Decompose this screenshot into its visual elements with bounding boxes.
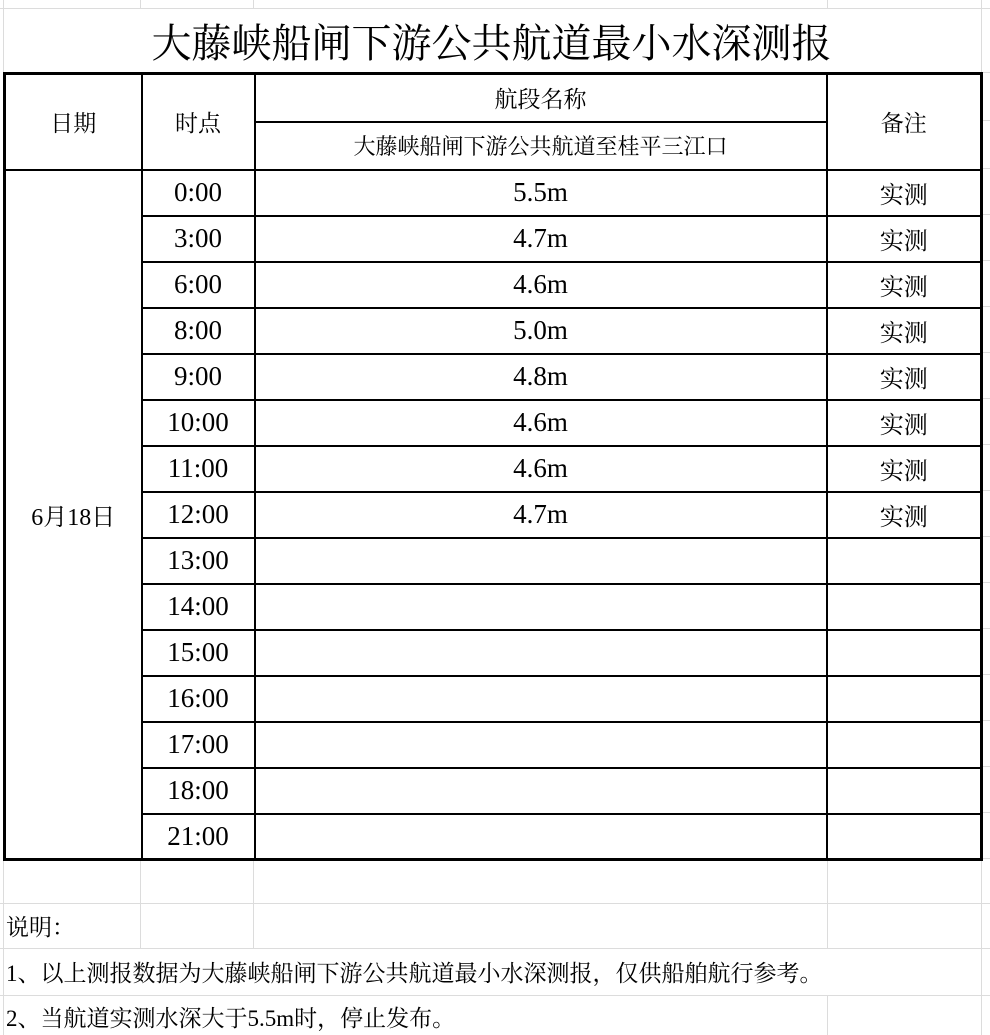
depth-cell[interactable] <box>255 722 827 768</box>
depth-cell[interactable]: 4.7m <box>255 216 827 262</box>
remark-cell[interactable] <box>827 814 982 860</box>
segment-name-cell[interactable]: 大藤峡船闸下游公共航道至桂平三江口 <box>255 122 827 170</box>
gridline <box>982 720 990 721</box>
depth-cell[interactable]: 4.6m <box>255 446 827 492</box>
table-row <box>5 400 982 446</box>
table-header <box>5 74 982 170</box>
remark-cell[interactable] <box>827 676 982 722</box>
table-row <box>5 170 982 216</box>
table-row <box>5 354 982 400</box>
time-cell[interactable]: 17:00 <box>142 722 255 768</box>
table-row <box>5 262 982 308</box>
gridline <box>982 352 990 353</box>
page-title[interactable]: 大藤峡船闸下游公共航道最小水深测报 <box>151 21 832 66</box>
remark-cell[interactable]: 实测 <box>827 308 982 354</box>
depth-cell[interactable]: 5.5m <box>255 170 827 216</box>
remark-cell[interactable]: 实测 <box>827 354 982 400</box>
remark-cell[interactable] <box>827 630 982 676</box>
remark-cell[interactable]: 实测 <box>827 170 982 216</box>
header-row-1 <box>5 74 982 122</box>
date-cell[interactable]: 6月18日 <box>5 170 142 860</box>
table-body <box>5 170 982 860</box>
time-cell[interactable]: 13:00 <box>142 538 255 584</box>
table-row <box>5 722 982 768</box>
time-cell[interactable]: 21:00 <box>142 814 255 860</box>
gridline <box>982 674 990 675</box>
time-cell[interactable]: 16:00 <box>142 676 255 722</box>
time-cell[interactable]: 11:00 <box>142 446 255 492</box>
time-cell[interactable]: 0:00 <box>142 170 255 216</box>
depth-cell[interactable]: 4.6m <box>255 400 827 446</box>
table-row <box>5 814 982 860</box>
table-row <box>5 308 982 354</box>
gridline <box>982 214 990 215</box>
gridline <box>982 628 990 629</box>
header-date[interactable]: 日期 <box>5 74 142 170</box>
gridline <box>982 306 990 307</box>
gridline <box>982 398 990 399</box>
gridline <box>982 72 990 73</box>
remark-cell[interactable]: 实测 <box>827 216 982 262</box>
gridline <box>982 858 990 859</box>
note-item-1[interactable]: 1、以上测报数据为大藤峡船闸下游公共航道最小水深测报，仅供船舶航行参考。 <box>6 961 823 986</box>
depth-cell[interactable] <box>255 768 827 814</box>
depth-cell[interactable] <box>255 814 827 860</box>
remark-cell[interactable] <box>827 538 982 584</box>
depth-cell[interactable]: 4.7m <box>255 492 827 538</box>
time-cell[interactable]: 10:00 <box>142 400 255 446</box>
remark-cell[interactable]: 实测 <box>827 400 982 446</box>
remark-cell[interactable] <box>827 722 982 768</box>
time-cell[interactable]: 15:00 <box>142 630 255 676</box>
depth-cell[interactable]: 5.0m <box>255 308 827 354</box>
header-remark[interactable]: 备注 <box>827 74 982 170</box>
gridline <box>982 120 990 121</box>
table-row <box>5 446 982 492</box>
gridline <box>140 0 141 8</box>
table-row <box>5 676 982 722</box>
remark-cell[interactable] <box>827 584 982 630</box>
time-cell[interactable]: 14:00 <box>142 584 255 630</box>
table-row <box>5 492 982 538</box>
gridline <box>982 582 990 583</box>
gridline <box>827 995 828 1035</box>
gridline <box>982 812 990 813</box>
gridline <box>0 903 990 904</box>
remark-cell[interactable]: 实测 <box>827 446 982 492</box>
gridline <box>253 0 254 8</box>
time-cell[interactable]: 6:00 <box>142 262 255 308</box>
table-row <box>5 630 982 676</box>
gridline <box>827 0 828 8</box>
header-segment[interactable]: 航段名称 <box>255 74 827 122</box>
note-item-2[interactable]: 2、当航道实测水深大于5.5m时，停止发布。 <box>6 1005 456 1031</box>
depth-cell[interactable]: 4.8m <box>255 354 827 400</box>
gridline <box>982 168 990 169</box>
table-row <box>5 216 982 262</box>
time-cell[interactable]: 12:00 <box>142 492 255 538</box>
notes-label[interactable]: 说明： <box>6 915 75 940</box>
table-row <box>5 768 982 814</box>
depth-cell[interactable]: 4.6m <box>255 262 827 308</box>
header-time[interactable]: 时点 <box>142 74 255 170</box>
table-row <box>5 584 982 630</box>
depth-report-table <box>3 72 983 861</box>
time-cell[interactable]: 18:00 <box>142 768 255 814</box>
gridline <box>982 536 990 537</box>
remark-cell[interactable]: 实测 <box>827 492 982 538</box>
time-cell[interactable]: 9:00 <box>142 354 255 400</box>
depth-cell[interactable] <box>255 676 827 722</box>
depth-cell[interactable] <box>255 538 827 584</box>
time-cell[interactable]: 3:00 <box>142 216 255 262</box>
gridline <box>982 444 990 445</box>
table-row <box>5 538 982 584</box>
gridline <box>982 260 990 261</box>
depth-cell[interactable] <box>255 630 827 676</box>
remark-cell[interactable]: 实测 <box>827 262 982 308</box>
depth-cell[interactable] <box>255 584 827 630</box>
time-cell[interactable]: 8:00 <box>142 308 255 354</box>
remark-cell[interactable] <box>827 768 982 814</box>
gridline <box>982 490 990 491</box>
gridline <box>982 766 990 767</box>
